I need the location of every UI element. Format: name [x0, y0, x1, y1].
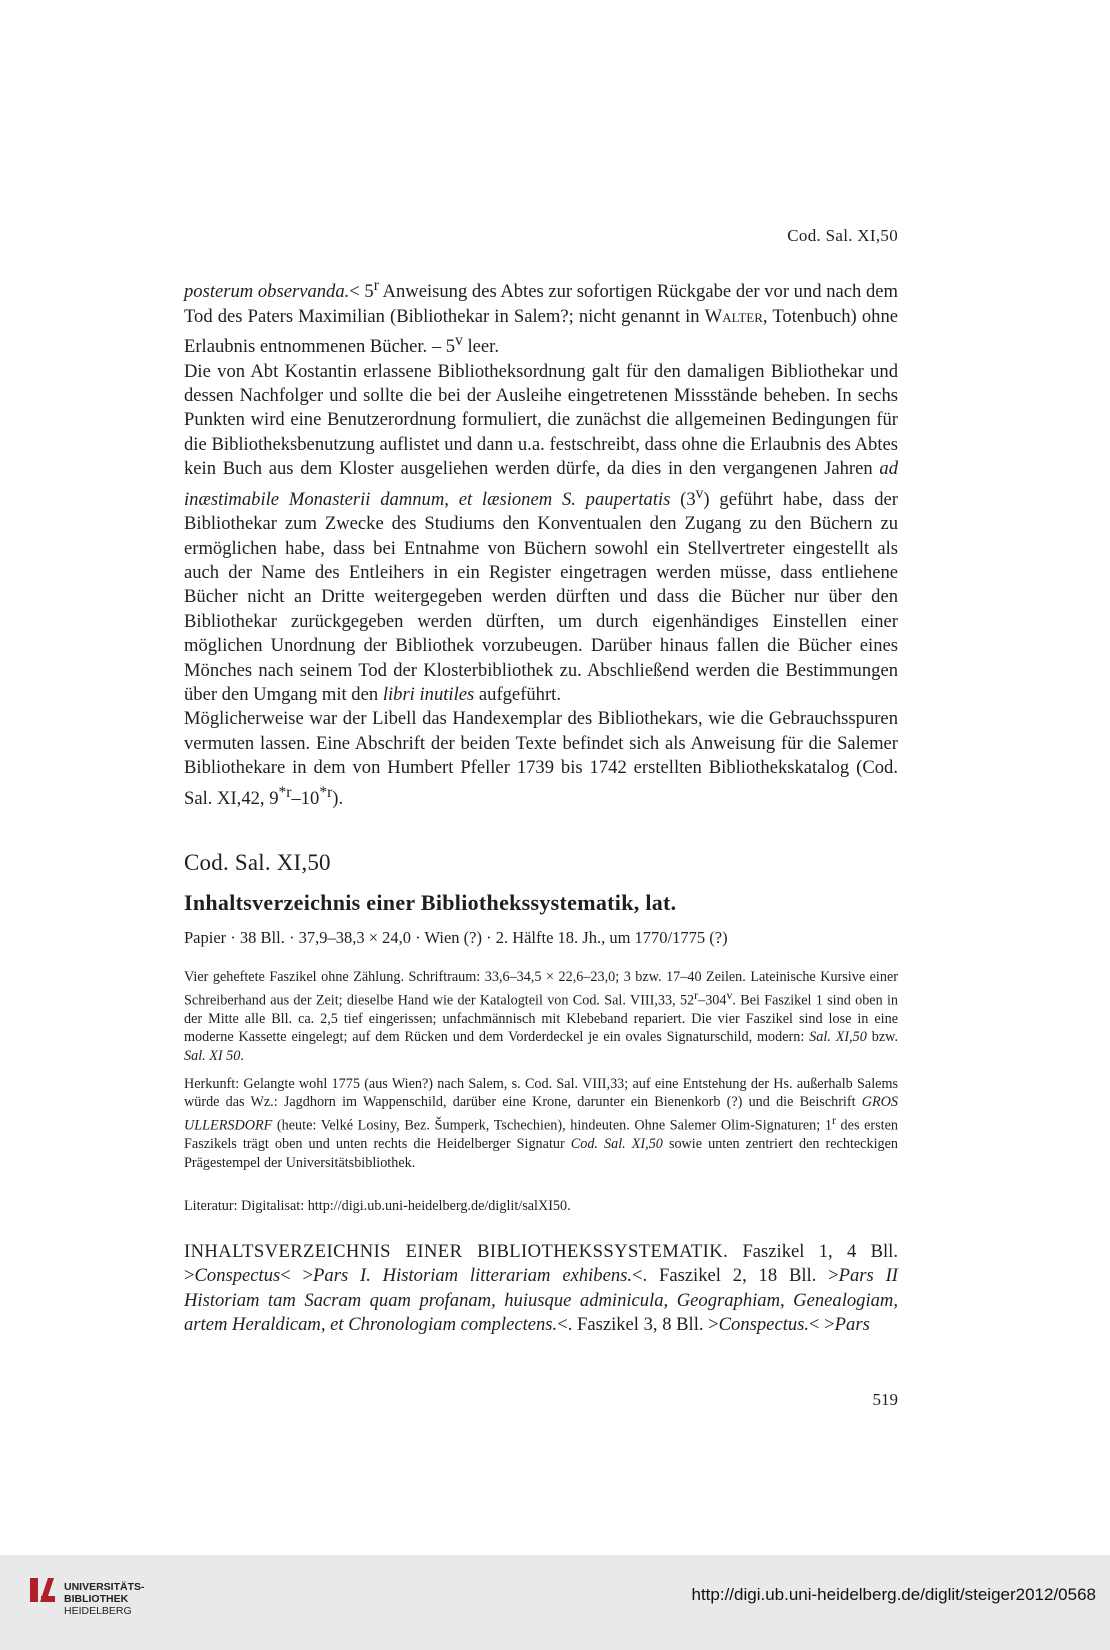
body-paragraph-1: posterum observanda.< $5^r$ Anweisung des Abtes zur sofortigen Rückgabe der vor und nach dem Tod des Paters Maximilian (Bibliothekar in Salem?; nicht genannt in Walter, Totenbuch) ohne Erlaubnis entnommenen Bücher. – 5$^v$ leer. [184, 277, 898, 358]
library-name: UNIVERSITÄTS- BIBLIOTHEK HEIDELBERG [64, 1581, 145, 1617]
body-paragraph-3: Möglicherweise war der Libell das Handexemplar des Bibliothekars, wie die Gebrauchsspuren vermuten lassen. Eine Abschrift der beiden Texte befindet sich als Anweisung für die Salemer Bibliothekare in dem von Humbert Pfeller 1739 bis 1742 erstellten Bibliothekskatalog (Cod. Sal. XI,42, 9$^{*r}$–10$^{*r}$). [184, 708, 898, 809]
section-signature: Cod. Sal. XI,50 [184, 850, 331, 875]
body-text [184, 274, 898, 811]
section-title: Inhaltsverzeichnis einer Bibliothekssystematik, lat. [184, 890, 677, 915]
contents-paragraph: INHALTSVERZEICHNIS EINER BIBLIOTHEKSSYSTEMATIK. Faszikel 1, 4 Bll. >Conspectus< >Pars I. Historiam litterariam exhibens.<. Faszikel 2, 18 Bll. >Pars II Historiam tam Sacram quam profanam, huiusque adminicula, Geographiam, Genealogiam, artem Heraldicam, et Chronologiam complectens.<. Faszikel 3, 8 Bll. >Conspectus.< >Pars [184, 1241, 898, 1336]
provenance: Herkunft: Gelangte wohl 1775 (aus Wien?) nach Salem, s. Cod. Sal. VIII,33; auf eine Entstehung der Hs. außerhalb Salems würde das Wz.: Jagdhorn im Wappenschild, darüber eine Krone, darunter ein Bienenkorb (?) und die Beischrift GROS ULLERSDORF (heute: Velké Losiny, Bez. Šumperk, Tschechien), hindeuten. Ohne Salemer Olim-Signaturen; 1$^r$ des ersten Faszikels trägt oben und unten rechts die Heidelberger Signatur Cod. Sal. XI,50 sowie unten zentriert den rechteckigen Prägestempel der Universitätsbibliothek. [184, 1076, 899, 1171]
permalink-url[interactable]: http://digi.ub.uni-heidelberg.de/diglit/steiger2012/0568 [691, 1585, 1096, 1604]
page-number: 519 [872, 1390, 898, 1409]
codicological-description: Vier geheftete Faszikel ohne Zählung. Schriftraum: 33,6–34,5 × 22,6–23,0; 3 bzw. 17–40 Zeilen. Lateinische Kursive einer Schreiberhand aus der Zeit; dieselbe Hand wie der Katalogteil von Cod. Sal. VIII,33, 52$^r$–304$^v$. Bei Faszikel 1 sind oben in der Mitte alle Bll. ca. 2,5 tief eingerissen; unfachmännisch mit Klebeband repariert. Die vier Faszikel sind lose in eine moderne Kassette eingelegt; auf dem Rücken und dem Vorderdeckel je ein ovales Signaturschild, modern: Sal. XI,50 bzw. Sal. XI 50. [184, 969, 899, 1064]
footer-bar [0, 1555, 1110, 1650]
body-paragraph-2: Die von Abt Kostantin erlassene Bibliotheksordnung galt für den damaligen Bibliothekar und dessen Nachfolger und sollte die bei der Ausleihe eingetretenen Missstände beheben. In sechs Punkten wird eine Benutzerordnung formuliert, die zunächst die allgemeinen Bedingungen für die Bibliotheksbenutzung auflistet und dann u.a. festschreibt, dass ohne die Erlaubnis des Abtes kein Buch aus dem Kloster ausgeliehen werden dürfe, da dies in den vergangenen Jahren ad inæstimabile Monasterii damnum, et læsionem S. paupertatis (3$^v$) geführt habe, dass der Bibliothekar zum Zwecke des Studiums den Konventualen den Zugang zu den Büchern zu ermöglichen habe, dass bei Entnahme von Büchern sowohl ein Stellvertreter eingestellt als auch der Name des Entleihers in ein Register eingetragen werden müsse, dass entliehene Bücher nicht an Dritte weitergegeben werden dürften und dass die Bücher nur über den Bibliothekar zurückgegeben werden dürften, um durch eigenhändiges Einstellen einer möglichen Unordnung der Bibliothek vorzubeugen. Darüber hinaus fallen die Bücher eines Mönches nach seinem Tod der Klosterbibliothek zu. Abschließend werden die Bestimmungen über den Umgang mit den libri inutiles aufgeführt. [184, 360, 898, 706]
literature: Literatur: Digitalisat: http://digi.ub.uni-heidelberg.de/diglit/salXI50. [184, 1198, 571, 1214]
running-head: Cod. Sal. XI,50 [787, 226, 898, 245]
library-logo-icon [28, 1575, 58, 1605]
physical-description: Papier · 38 Bll. · 37,9–38,3 × 24,0 · Wien (?) · 2. Hälfte 18. Jh., um 1770/1775 (?) [184, 928, 728, 947]
